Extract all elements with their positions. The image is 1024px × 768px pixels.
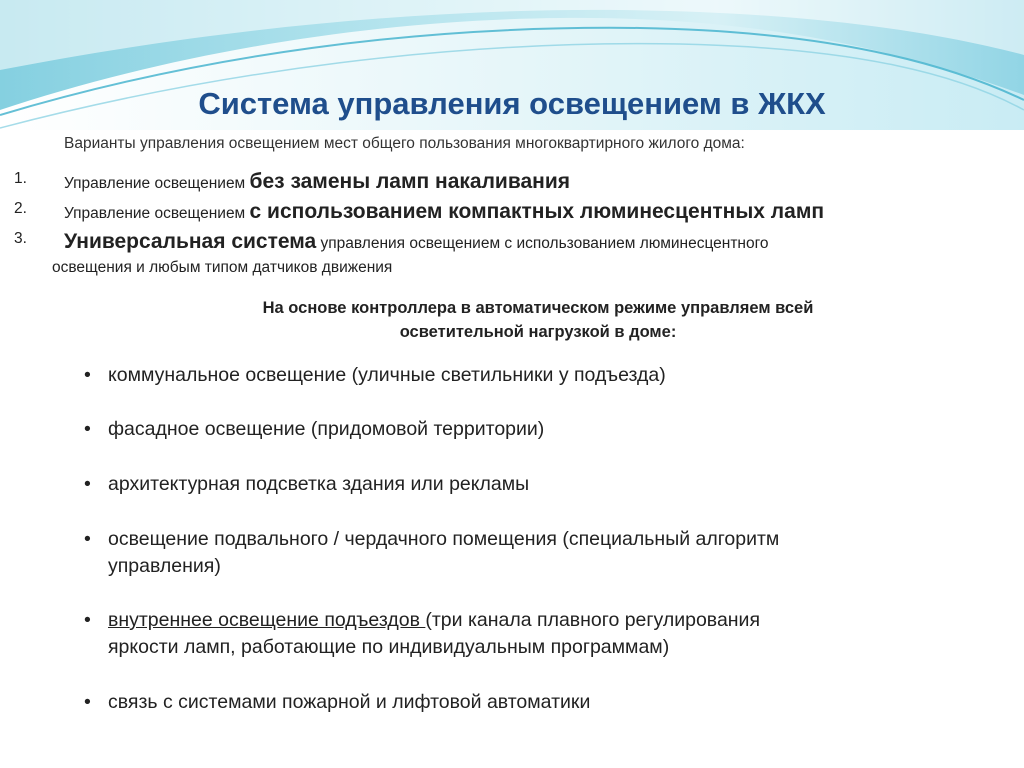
bullet-marker: • bbox=[84, 364, 91, 386]
controller-note-line2: осветительной нагрузкой в доме: bbox=[399, 323, 677, 341]
slide-subtitle: Варианты управления освещением мест общего пользования многоквартирного жилого дома: bbox=[64, 135, 745, 152]
option-number: 2. bbox=[14, 200, 27, 217]
option-number: 3. bbox=[14, 230, 27, 247]
bullet-text-rest: (три канала плавного регулирования bbox=[425, 609, 761, 631]
bullet-text: освещение подвального / чердачного помещения (специальный алгоритм bbox=[108, 528, 780, 550]
controller-note bbox=[0, 296, 1024, 344]
bullet-marker: • bbox=[84, 528, 91, 550]
option-number: 1. bbox=[14, 170, 27, 187]
bullet-text: архитектурная подсветка здания или рекламы bbox=[108, 473, 530, 495]
bullet-text: фасадное освещение (придомовой территории) bbox=[108, 418, 545, 440]
bullet-text: коммунальное освещение (уличные светильники у подъезда) bbox=[108, 364, 666, 386]
option-suffix: управления освещением с использованием люминесцентного bbox=[316, 235, 769, 252]
underlined-link-text: внутреннее освещение подъездов bbox=[108, 609, 426, 631]
bullet-marker: • bbox=[84, 418, 91, 440]
bullet-text-continuation: яркости ламп, работающие по индивидуальным программам) bbox=[108, 636, 670, 658]
option-emphasis: Универсальная система bbox=[64, 230, 317, 253]
option-emphasis: с использованием компактных люминесцентных ламп bbox=[249, 200, 825, 223]
bullet-text bbox=[108, 607, 760, 634]
option-continuation: освещения и любым типом датчиков движения bbox=[52, 259, 393, 276]
controller-note-line1: На основе контроллера в автоматическом режиме управляем всей bbox=[262, 299, 814, 317]
option-emphasis: без замены ламп накаливания bbox=[249, 170, 570, 193]
bullet-marker: • bbox=[84, 691, 91, 713]
option-prefix: Управление освещением bbox=[64, 175, 250, 192]
option-prefix: Управление освещением bbox=[64, 205, 250, 222]
bullet-marker: • bbox=[84, 473, 91, 495]
slide-title: Система управления освещением в ЖКХ bbox=[198, 86, 826, 121]
bullet-text: связь с системами пожарной и лифтовой автоматики bbox=[108, 691, 591, 713]
bullet-text-continuation: управления) bbox=[108, 555, 221, 577]
bullet-marker: • bbox=[84, 609, 91, 631]
